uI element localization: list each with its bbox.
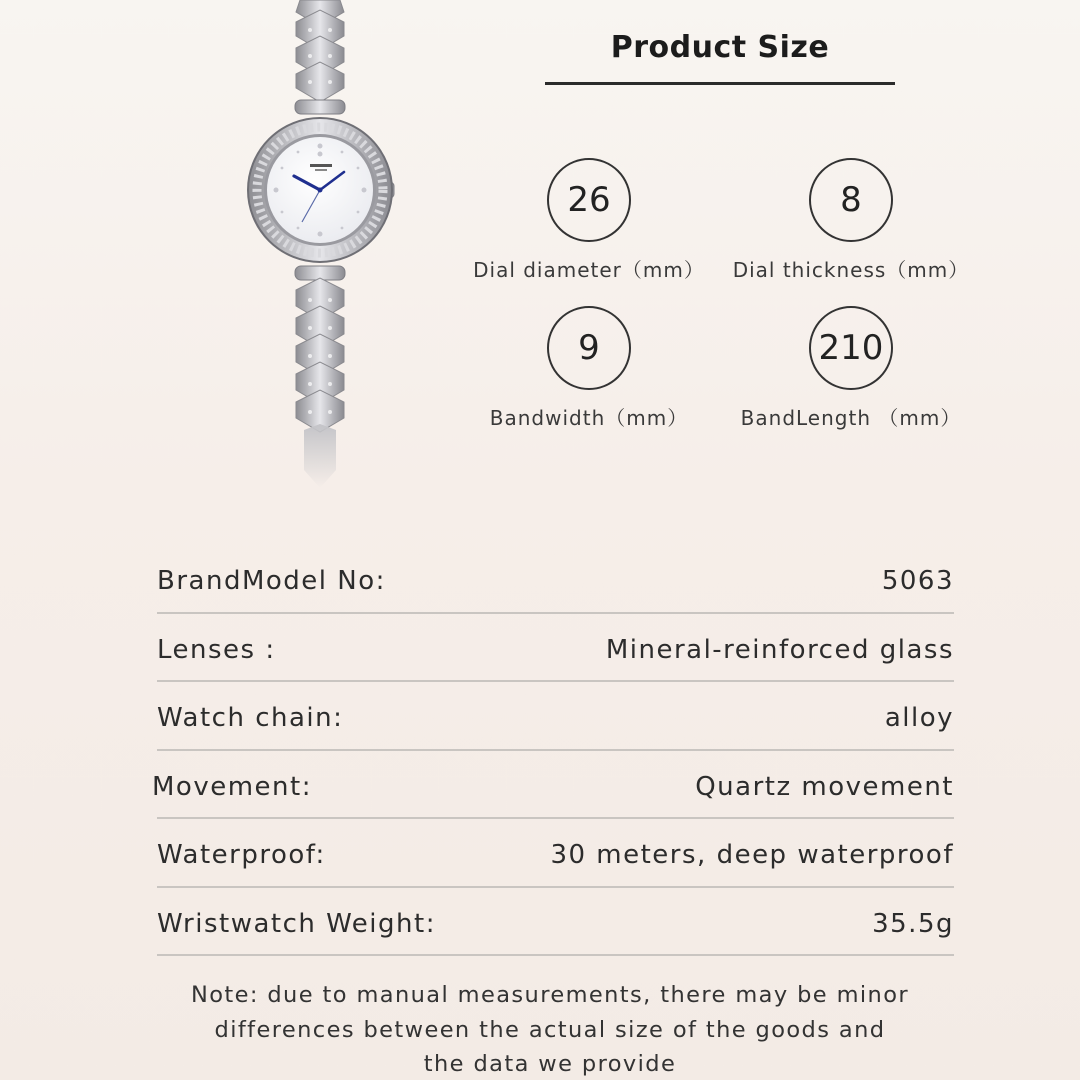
spec-band-length — [716, 306, 986, 431]
detail-key: Watch chain: — [157, 703, 344, 734]
detail-key: Wristwatch Weight: — [157, 908, 436, 939]
spec-label: Bandwidth（mm） — [489, 406, 689, 430]
detail-row-movement — [152, 751, 954, 820]
detail-value: 5063 — [881, 566, 954, 597]
detail-row-weight — [157, 888, 954, 957]
title-underline — [545, 82, 895, 85]
spec-value-circle: 9 — [547, 306, 631, 390]
detail-row-lenses — [157, 614, 954, 683]
detail-value: 35.5g — [872, 908, 954, 939]
spec-dial-diameter — [454, 158, 724, 283]
measurement-note — [150, 978, 950, 1080]
note-line: Note: due to manual measurements, there may be minor — [190, 982, 910, 1008]
watch-icon — [240, 0, 400, 490]
note-line: differences between the actual size of the goods and — [214, 1016, 886, 1043]
spec-value-circle: 26 — [547, 158, 631, 242]
spec-label: BandLength （mm） — [740, 406, 962, 430]
detail-row-waterproof — [157, 819, 954, 888]
spec-label: Dial diameter（mm） — [473, 258, 705, 282]
spec-value-circle: 8 — [809, 158, 893, 242]
product-details-table — [152, 545, 954, 956]
detail-row-watch-chain — [157, 682, 954, 751]
detail-row-model — [157, 545, 954, 614]
detail-value: alloy — [884, 703, 954, 734]
note-line: the data we provide — [423, 1051, 677, 1077]
spec-value-circle: 210 — [809, 306, 893, 390]
detail-value: 30 meters, deep waterproof — [550, 840, 954, 871]
detail-key: Lenses : — [157, 634, 276, 665]
spec-bandwidth — [454, 306, 724, 431]
product-size-title: Product Size — [610, 30, 830, 65]
spec-dial-thickness — [716, 158, 986, 283]
detail-key: Waterproof: — [157, 840, 326, 871]
detail-value: Mineral-reinforced glass — [605, 634, 954, 665]
detail-key: BrandModel No: — [157, 566, 386, 597]
detail-value: Quartz movement — [695, 771, 954, 802]
spec-label: Dial thickness（mm） — [732, 258, 970, 282]
product-watch-image — [240, 0, 400, 490]
detail-key: Movement: — [152, 771, 312, 802]
